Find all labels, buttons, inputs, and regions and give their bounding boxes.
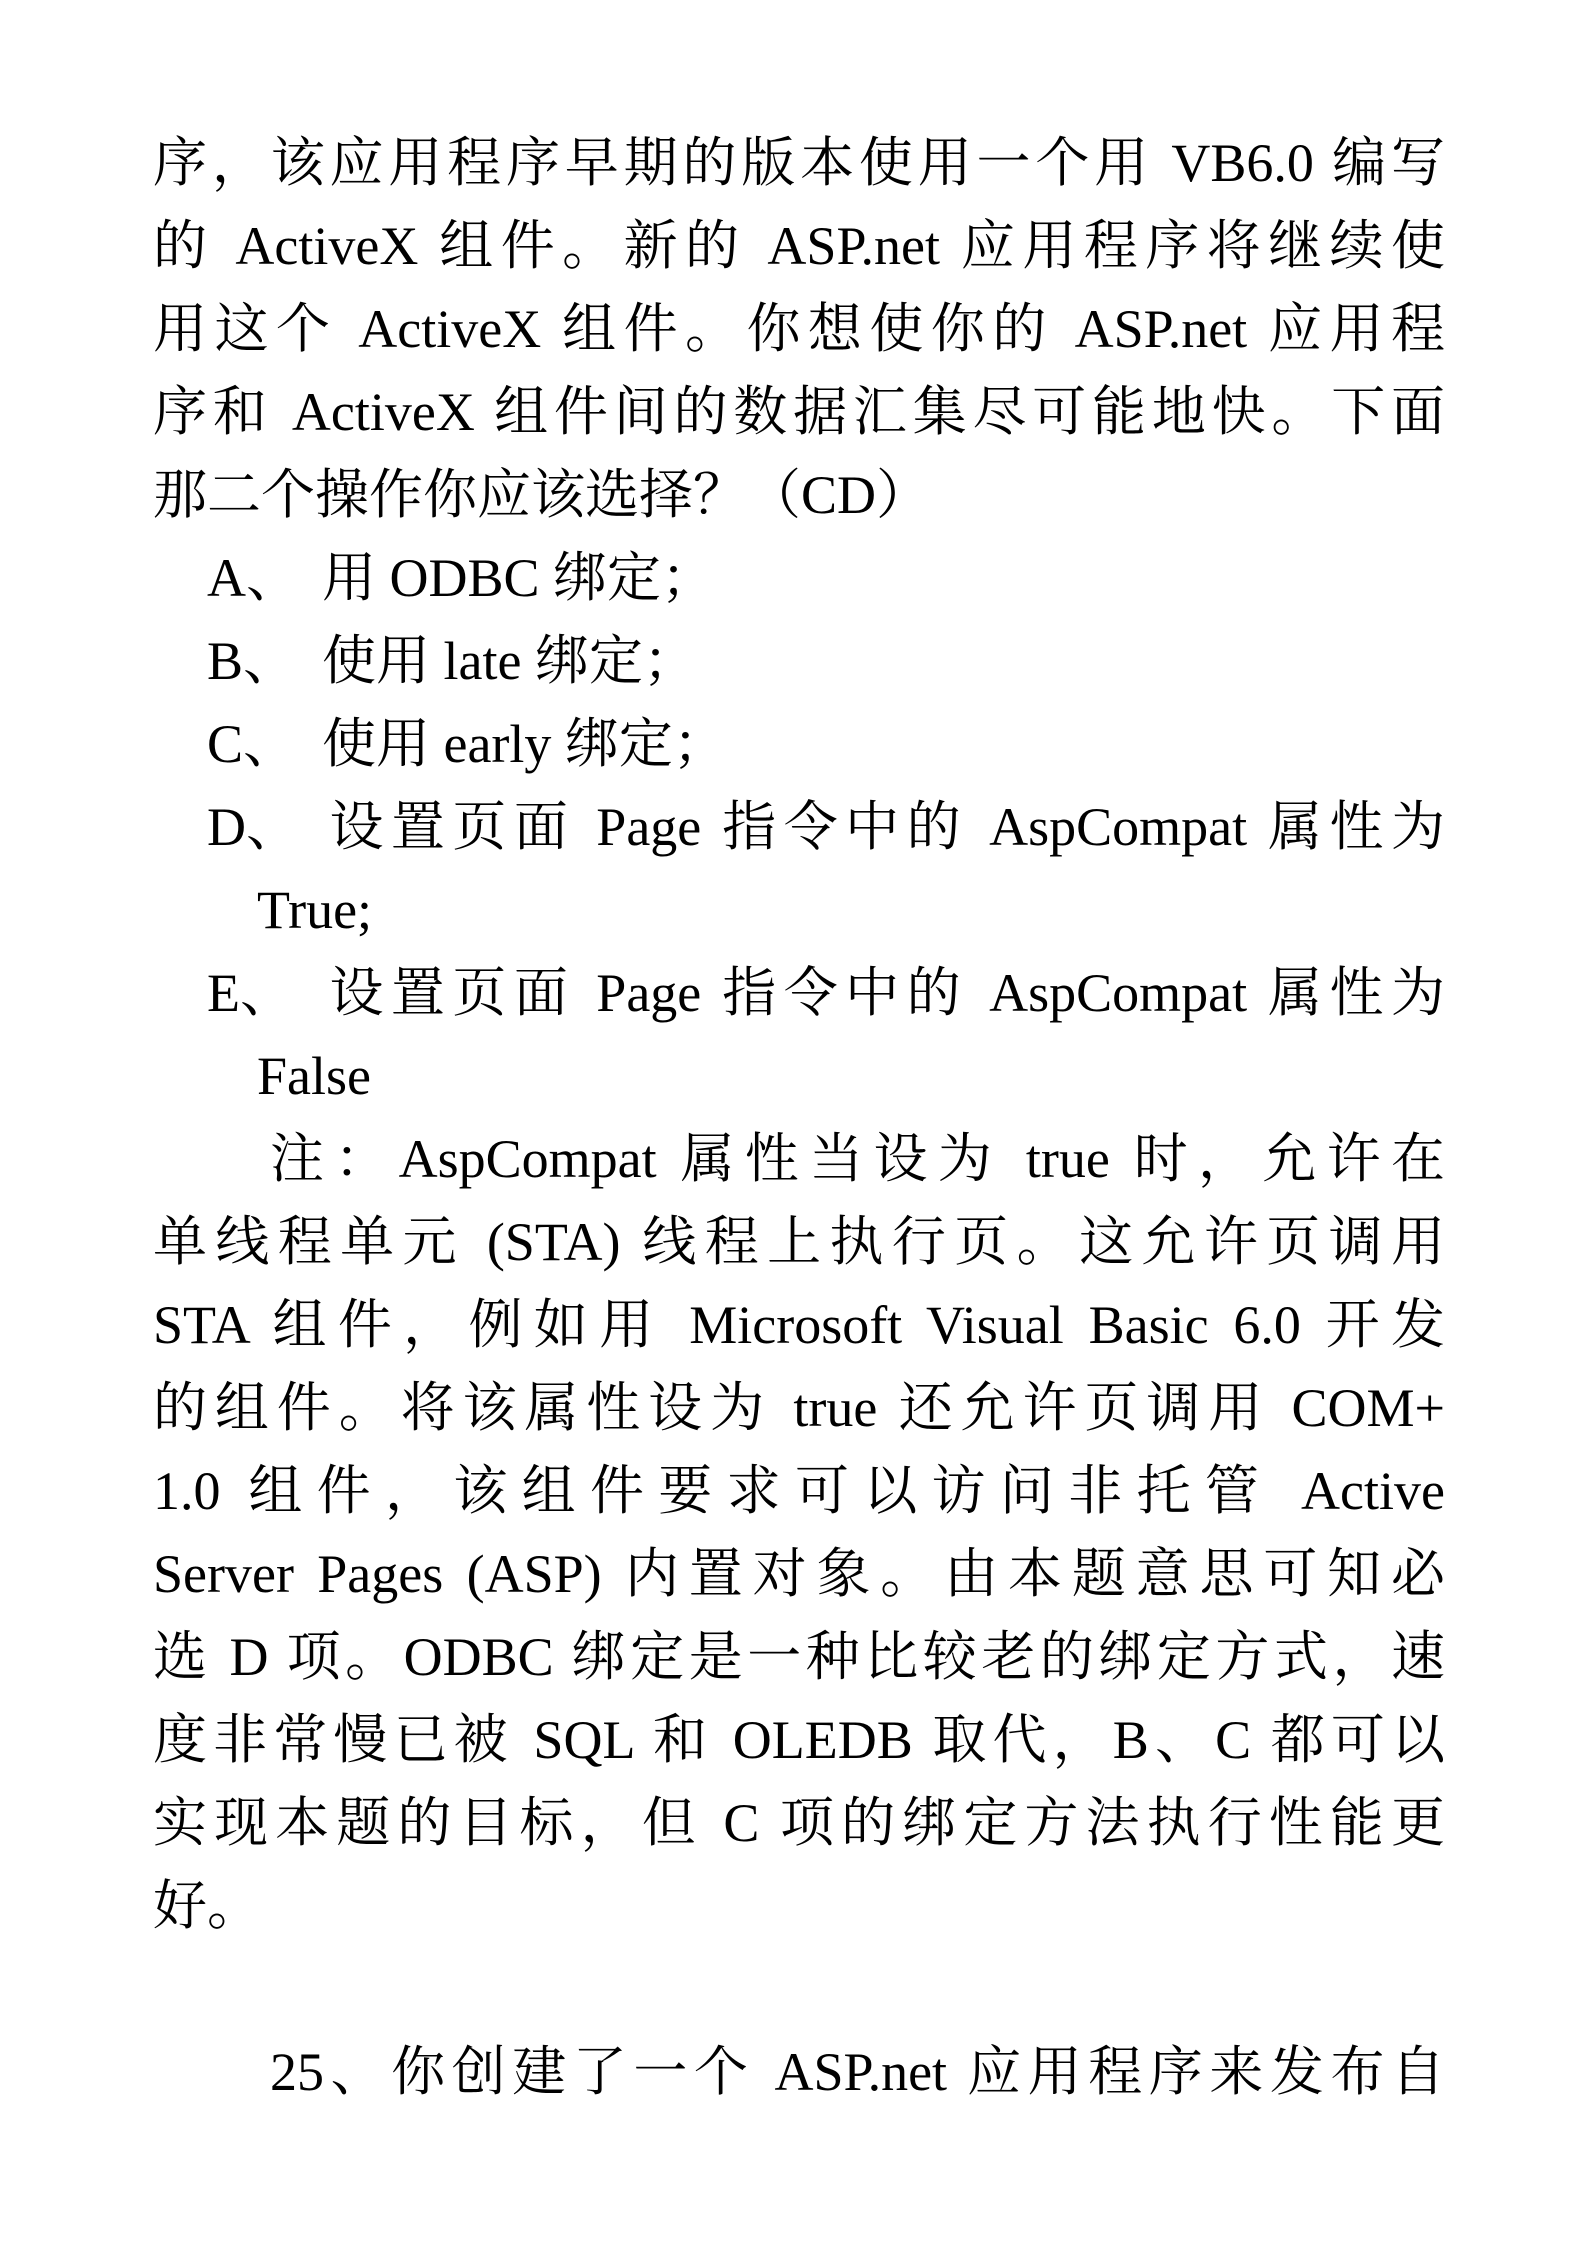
option-e xyxy=(207,963,1445,1023)
option-text: 设置页面 Page 指令中的 AspCompat 属性为 xyxy=(322,963,1445,1023)
question-text: 你创建了一个 ASP.net 应用程序来发布自 xyxy=(391,2042,1446,2102)
option-e-continuation: False xyxy=(257,1046,371,1106)
option-label: C、 xyxy=(207,714,298,774)
question-line-4: 序和 ActiveX 组件间的数据汇集尽可能地快。下面 xyxy=(153,382,1445,442)
option-c xyxy=(207,714,1445,774)
option-label: E、 xyxy=(207,963,294,1023)
option-d xyxy=(207,797,1445,857)
option-label: D、 xyxy=(207,797,300,857)
note-line-3: STA 组件，例如用 Microsoft Visual Basic 6.0 开发 xyxy=(153,1295,1445,1355)
note-line-10: 好。 xyxy=(153,1876,261,1936)
option-text: 设置页面 Page 指令中的 AspCompat 属性为 xyxy=(322,797,1445,857)
question-line-2: 的 ActiveX 组件。新的 ASP.net 应用程序将继续使 xyxy=(153,216,1445,276)
option-text: 用 ODBC 绑定； xyxy=(322,548,716,608)
note-line-1: 注：AspCompat 属性当设为 true 时，允许在 xyxy=(270,1129,1445,1189)
next-question-line xyxy=(270,2042,1445,2102)
option-text: 使用 late 绑定； xyxy=(322,631,697,691)
option-label: B、 xyxy=(207,631,298,691)
note-line-9: 实现本题的目标，但 C 项的绑定方法执行性能更 xyxy=(153,1793,1445,1853)
option-d-continuation: True; xyxy=(257,880,373,940)
note-line-6: Server Pages (ASP) 内置对象。由本题意思可知必 xyxy=(153,1544,1445,1604)
option-b xyxy=(207,631,1445,691)
question-line-1: 序，该应用程序早期的版本使用一个用 VB6.0 编写 xyxy=(153,133,1445,193)
note-line-2: 单线程单元 (STA) 线程上执行页。这允许页调用 xyxy=(153,1212,1445,1272)
question-number: 25、 xyxy=(270,2042,392,2102)
note-line-8: 度非常慢已被 SQL 和 OLEDB 取代，B、C 都可以 xyxy=(153,1710,1445,1770)
note-line-5: 1.0 组件，该组件要求可以访问非托管 Active xyxy=(153,1461,1445,1521)
question-line-5: 那二个操作你应该选择？（CD） xyxy=(153,465,931,525)
option-a xyxy=(207,548,1445,608)
note-line-7: 选 D 项。ODBC 绑定是一种比较老的绑定方式，速 xyxy=(153,1627,1445,1687)
option-label: A、 xyxy=(207,548,300,608)
question-line-3: 用这个 ActiveX 组件。你想使你的 ASP.net 应用程 xyxy=(153,299,1445,359)
note-line-4: 的组件。将该属性设为 true 还允许页调用 COM+ xyxy=(153,1378,1445,1438)
option-text: 使用 early 绑定； xyxy=(322,714,727,774)
